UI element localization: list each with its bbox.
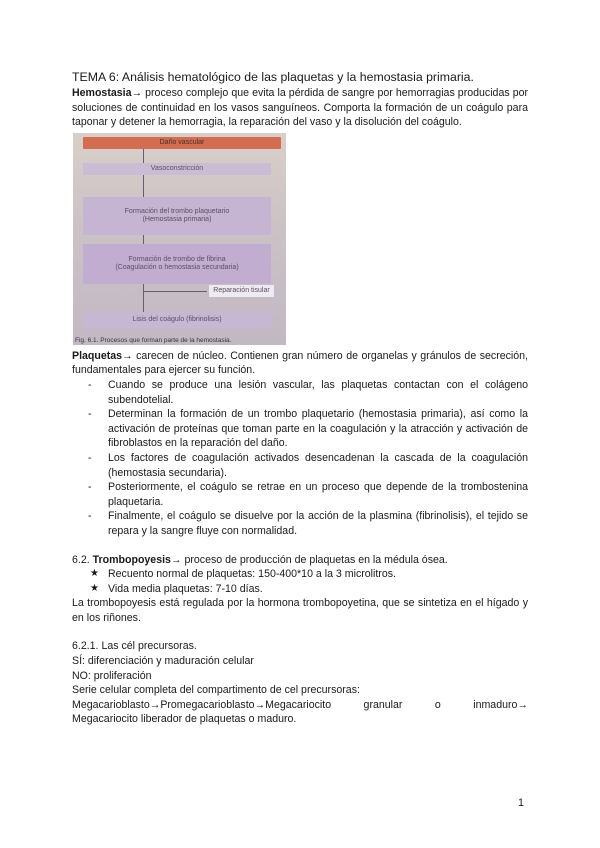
figure-connector (143, 291, 207, 292)
plaquetas-term: Plaquetas (72, 349, 123, 362)
figure-connector (143, 284, 144, 312)
list-item: - Determinan la formación de un trombo plaquetario (hemostasia primaria), así como la activación de proteínas que toman parte en la coagulación y la atracción y activación de fibroblastos en la reparación del daño. (108, 407, 528, 451)
figure-box-trombo-fibrina-line1: Formación de trombo de fibrina (128, 255, 226, 263)
document-body (72, 70, 528, 727)
sequence-part: o (434, 698, 441, 711)
figure-box-reparacion-tisular (209, 285, 274, 297)
hemostasia-arrow: → (131, 87, 143, 99)
figure-connector (143, 149, 144, 163)
page-number: 1 (518, 797, 524, 809)
precursoras-heading: 6.2.1. Las cél precursoras. (72, 640, 197, 653)
trombopoyesis-list (72, 567, 528, 596)
precursoras-sequence-end: Megacariocito liberador de plaquetas o maduro. (72, 713, 297, 726)
figure-connector (143, 175, 144, 197)
figure-caption: Fig. 6.1. Procesos que forman parte de la hemostasia. (75, 336, 232, 344)
list-item: - Los factores de coagulación activados desencadenan la cascada de la coagulación (hemostasia secundaria). (108, 451, 528, 480)
figure-box-reparacion-tisular-label: Reparación tisular (213, 286, 270, 294)
figure-box-lisis-coagulo (83, 312, 271, 328)
hemostasia-term: Hemostasia (72, 87, 132, 99)
sequence-part: inmaduro→ (473, 698, 528, 711)
list-item: ★ Vida media plaquetas: 7-10 días. (108, 582, 528, 597)
figure-box-trombo-plaquetario-line2: (Hemostasia primaria) (142, 215, 212, 223)
plaquetas-text: carecen de núcleo. Contienen gran número de organelas y gránulos de secreción, fundamentales para ejercer su función. (72, 349, 528, 377)
plaquetas-arrow: → (122, 349, 133, 362)
trombopoyesis-term: Trombopoyesis (92, 553, 171, 566)
spacer (72, 625, 528, 639)
trombopoyesis-text: proceso de producción de plaquetas en la médula ósea. (181, 553, 448, 566)
spacer (72, 539, 528, 553)
hemostasis-figure (73, 133, 286, 345)
figure-box-dano-vascular (83, 137, 281, 149)
figure-box-vasoconstriccion (83, 163, 271, 175)
list-item: - Posteriormente, el coágulo se retrae en un proceso que depende de la trombostenina plaquetaria. (108, 480, 528, 509)
precursoras-si: SÍ: diferenciación y maduración celular (72, 655, 254, 668)
figure-box-trombo-fibrina-line2: (Coagulación o hemostasia secundaria) (115, 263, 239, 271)
figure-box-lisis-coagulo-label: Lisis del coágulo (fibrinolisis) (132, 315, 222, 323)
sequence-part: Megacarioblasto→Promegacarioblasto→Megacariocito (72, 698, 332, 711)
figure-box-trombo-plaquetario (83, 197, 271, 235)
hemostasia-paragraph (72, 86, 528, 130)
hemostasia-text: proceso complejo que evita la pérdida de sangre por hemorragias producidas por soluciones de continuidad en los vasos sanguíneos. Comporta la formación de un coágulo para taponar y detener la hemorragia, la reparación del vaso y la disolución del coágulo. (72, 87, 528, 129)
trombopoyesis-arrow: → (170, 553, 182, 566)
figure-box-dano-vascular-label: Daño vascular (159, 138, 205, 146)
section-number: 6.2. (72, 553, 93, 566)
sequence-part: granular (363, 698, 403, 711)
figure-box-vasoconstriccion-label: Vasoconstricción (150, 164, 204, 172)
figure-connector (143, 235, 144, 244)
precursoras-serie: Serie celular completa del compartimento de cel precursoras: (72, 684, 360, 697)
list-item: - Finalmente, el coágulo se disuelve por la acción de la plasmina (fibrinolisis), el tejido se repara y la sangre fluye con normalidad. (108, 509, 528, 538)
trombopoyesis-heading (72, 553, 528, 568)
page-title: TEMA 6: Análisis hematológico de las plaquetas y la hemostasia primaria. (72, 70, 474, 84)
plaquetas-paragraph (72, 349, 528, 378)
plaquetas-list (72, 378, 528, 539)
trombopoyetina-paragraph: La trombopoyesis está regulada por la hormona trombopoyetina, que se sintetiza en el hígado y en los riñones. (72, 597, 528, 624)
list-item: ★ Recuento normal de plaquetas: 150-400*10 a la 3 microlitros. (108, 567, 528, 582)
precursoras-no: NO: proliferación (72, 669, 152, 682)
precursoras-sequence (72, 698, 528, 713)
list-item: - Cuando se produce una lesión vascular, las plaquetas contactan con el colágeno subendotelial. (108, 378, 528, 407)
figure-box-trombo-plaquetario-line1: Formación del trombo plaquetario (124, 207, 230, 215)
figure-box-trombo-fibrina (83, 244, 271, 284)
